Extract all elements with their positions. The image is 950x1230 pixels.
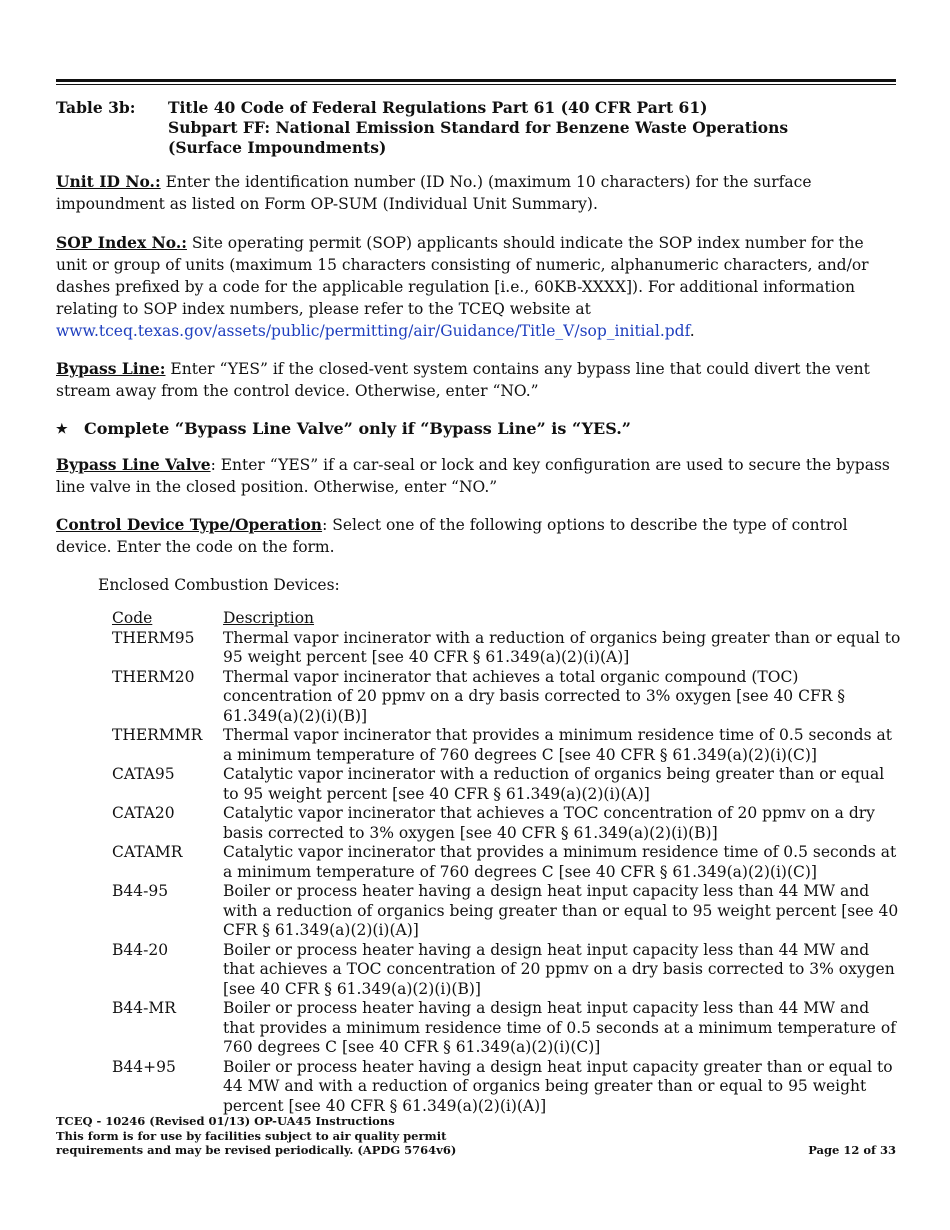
unit-id-text: Enter the identification number (ID No.) (maximum 10 characters) for the surface impoundment as listed on Form OP-SUM (Individual Unit Summary). (56, 173, 812, 213)
table-row (112, 882, 902, 941)
header-rule (56, 79, 896, 82)
page-number: Page 12 of 33 (808, 1143, 896, 1157)
table-title-line-2: Subpart FF: National Emission Standard for Benzene Waste Operations (168, 118, 789, 137)
sop-guidance-link[interactable]: www.tceq.texas.gov/assets/public/permitting/air/Guidance/Title_V/sop_initial.pdf (56, 322, 690, 340)
description-cell: Thermal vapor incinerator that provides a minimum residence time of 0.5 seconds at a minimum temperature of 760 degrees C [see 40 CFR § 61.349(a)(2)(i)(C)] (223, 726, 892, 764)
description-cell: Catalytic vapor incinerator that achieves a TOC concentration of 20 ppmv on a dry basis corrected to 3% oxygen [see 40 CFR § 61.349(a)(2)(i)(B)] (223, 804, 875, 842)
table-row (112, 629, 902, 668)
table-row (112, 668, 902, 727)
enclosed-combustion-label: Enclosed Combustion Devices: (98, 576, 340, 594)
bypass-line-term: Bypass Line: (56, 359, 166, 378)
control-device-codes-table (112, 609, 902, 1116)
control-device-paragraph (56, 514, 896, 558)
unit-id-term: Unit ID No.: (56, 172, 161, 191)
table-title-line-1: Title 40 Code of Federal Regulations Part 61 (40 CFR Part 61) (168, 98, 708, 117)
code-cell: THERM95 (112, 628, 195, 647)
unit-id-paragraph (56, 171, 896, 215)
code-cell: B44-20 (112, 940, 169, 959)
code-cell: B44-95 (112, 882, 169, 900)
description-cell: Boiler or process heater having a design heat input capacity greater than or equal to 44 MW and with a reduction of organics being greater than or equal to 95 weight percent [see 40 CFR § 61.349(a)(2)(i)(A)] (223, 1057, 893, 1115)
bypass-line-paragraph (56, 358, 896, 402)
code-cell: B44-MR (112, 999, 176, 1017)
sop-index-text: Site operating permit (SOP) applicants should indicate the SOP index number for the unit or group of units (maximum 15 characters consisting of numeric, alphanumeric characters, and/or dashes prefixed by a code for the applicable regulation [i.e., 60KB-XXXX]). For additional information relating to SOP index numbers, please refer to the TCEQ website at (56, 234, 869, 318)
table-row (112, 804, 902, 843)
codes-table-header (112, 609, 902, 629)
bypass-note (56, 418, 896, 441)
table-row (112, 843, 902, 882)
sop-link-suffix: . (689, 322, 695, 340)
table-row (112, 1058, 902, 1117)
sop-index-term: SOP Index No.: (56, 233, 187, 252)
footer-form-info (56, 1114, 616, 1158)
code-cell: THERM20 (112, 667, 195, 686)
code-cell: B44+95 (112, 1057, 176, 1076)
footer-line-1: TCEQ - 10246 (Revised 01/13) OP-UA45 Instructions (56, 1114, 395, 1128)
footer-line-2: This form is for use by facilities subject to air quality permit (56, 1128, 447, 1143)
description-cell: Thermal vapor incinerator that achieves a total organic compound (TOC) concentration of 20 ppmv on a dry basis corrected to 3% oxygen [see 40 CFR § 61.349(a)(2)(i)(B)] (223, 667, 846, 725)
description-cell: Boiler or process heater having a design heat input capacity less than 44 MW and with a reduction of organics being greater than or equal to 95 weight percent [see 40 CFR § 61.349(a)(2)(i)(A)] (223, 882, 899, 939)
bypass-note-text: Complete “Bypass Line Valve” only if “Bypass Line” is “YES.” (84, 419, 631, 438)
bypass-valve-paragraph (56, 454, 896, 498)
control-device-term: Control Device Type/Operation (56, 515, 323, 534)
description-cell: Boiler or process heater having a design heat input capacity less than 44 MW and that achieves a TOC concentration of 20 ppmv on a dry basis corrected to 3% oxygen [see 40 CFR § 61.349(a)(2)(i)(B)] (223, 940, 895, 998)
description-cell: Catalytic vapor incinerator with a reduction of organics being greater than or equal to 95 weight percent [see 40 CFR § 61.349(a)(2)(i)(A)] (223, 765, 885, 803)
code-cell: CATA20 (112, 804, 175, 822)
table-title-line-3: (Surface Impoundments) (168, 138, 387, 157)
code-cell: CATA95 (112, 765, 175, 783)
description-cell: Boiler or process heater having a design heat input capacity less than 44 MW and that provides a minimum residence time of 0.5 seconds at a minimum temperature of 760 degrees C [see 40 CFR § 61.349(a)(2)(i)(C)] (223, 999, 896, 1056)
table-label: Table 3b: (56, 98, 136, 117)
header-rule-thin (56, 84, 896, 85)
table-row (112, 765, 902, 804)
table-row (112, 726, 902, 765)
bypass-valve-term: Bypass Line Valve (56, 455, 211, 474)
description-cell: Catalytic vapor incinerator that provides a minimum residence time of 0.5 seconds at a minimum temperature of 760 degrees C [see 40 CFR § 61.349(a)(2)(i)(C)] (223, 843, 897, 881)
description-column-header: Description (223, 609, 315, 627)
code-cell: CATAMR (112, 843, 183, 861)
code-column-header: Code (112, 609, 153, 627)
bypass-line-text: Enter “YES” if the closed-vent system contains any bypass line that could divert the vent stream away from the control device. Otherwise, enter “NO.” (56, 360, 870, 400)
table-row (112, 999, 902, 1058)
star-icon: ★ (56, 422, 68, 437)
sop-index-paragraph (56, 232, 896, 342)
description-cell: Thermal vapor incinerator with a reduction of organics being greater than or equal to 95 weight percent [see 40 CFR § 61.349(a)(2)(i)(A)] (223, 628, 901, 666)
bypass-valve-text: : Enter “YES” if a car-seal or lock and key configuration are used to secure the bypass line valve in the closed position. Otherwise, enter “NO.” (56, 456, 890, 496)
table-row (112, 941, 902, 1000)
code-cell: THERMMR (112, 726, 203, 744)
footer-line-3: requirements and may be revised periodically. (APDG 5764v6) (56, 1143, 457, 1157)
control-device-text: : Select one of the following options to describe the type of control device. Enter the code on the form. (56, 516, 848, 556)
